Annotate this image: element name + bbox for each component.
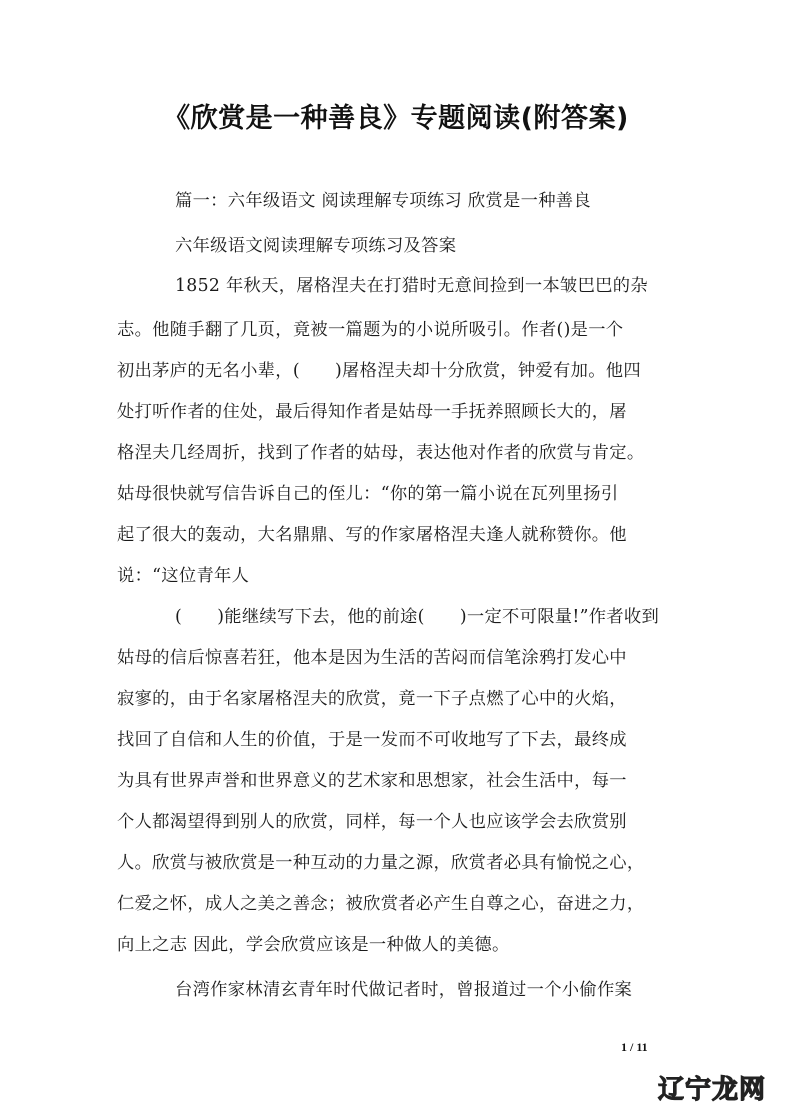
text-line: ( )能继续写下去，他的前途( )一定不可限量!”作者收到 xyxy=(175,607,660,627)
text-line: 格涅夫几经周折，找到了作者的姑母，表达他对作者的欣赏与肯定。 xyxy=(117,443,645,463)
text-line: 起了很大的轰动，大名鼎鼎、写的作家屠格涅夫逢人就称赞你。他 xyxy=(117,525,627,545)
text-line: 篇一：六年级语文 阅读理解专项练习 欣赏是一种善良 xyxy=(175,191,591,211)
text-line: 六年级语文阅读理解专项练习及答案 xyxy=(175,236,457,256)
text-line: 台湾作家林清玄青年时代做记者时，曾报道过一个小偷作案 xyxy=(175,980,633,1000)
text-line: 说：“这位青年人 xyxy=(117,566,250,586)
text-line: 志。他随手翻了几页，竟被一篇题为的小说所吸引。作者()是一个 xyxy=(117,320,624,340)
text-line: 向上之志 因此，学会欣赏应该是一种做人的美德。 xyxy=(117,935,510,955)
text-line: 初出茅庐的无名小辈，( )屠格涅夫却十分欣赏，钟爱有加。他四 xyxy=(117,361,641,381)
text-line: 处打听作者的住处，最后得知作者是姑母一手抚养照顾长大的，屠 xyxy=(117,402,627,422)
text-line: 仁爱之怀，成人之美之善念；被欣赏者必产生自尊之心，奋进之力， xyxy=(117,894,645,914)
document-title: 《欣赏是一种善良》专题阅读(附答案) xyxy=(163,103,629,134)
text-line: 1852 年秋天，屠格涅夫在打猎时无意间捡到一本皱巴巴的杂 xyxy=(175,276,648,296)
site-watermark-logo xyxy=(658,1069,766,1106)
text-line: 找回了自信和人生的价值，于是一发而不可收地写了下去，最终成 xyxy=(117,730,627,750)
page-number: 1 / 11 xyxy=(621,1040,648,1054)
text-line: 人。欣赏与被欣赏是一种互动的力量之源，欣赏者必具有愉悦之心， xyxy=(117,853,645,873)
text-line: 姑母很快就写信告诉自己的侄儿：“你的第一篇小说在瓦列里扬引 xyxy=(117,484,619,504)
text-line: 为具有世界声誉和世界意义的艺术家和思想家，社会生活中，每一 xyxy=(117,771,627,791)
watermark-text-red: 辽宁 xyxy=(658,1075,713,1105)
text-line: 姑母的信后惊喜若狂，他本是因为生活的苦闷而信笔涂鸦打发心中 xyxy=(117,648,627,668)
text-line: 个人都渴望得到别人的欣赏，同样，每一个人也应该学会去欣赏别 xyxy=(117,812,627,832)
text-line: 寂寥的，由于名家屠格涅夫的欣赏，竟一下子点燃了心中的火焰， xyxy=(117,689,627,709)
watermark-text-white: 龙网 xyxy=(712,1075,767,1105)
